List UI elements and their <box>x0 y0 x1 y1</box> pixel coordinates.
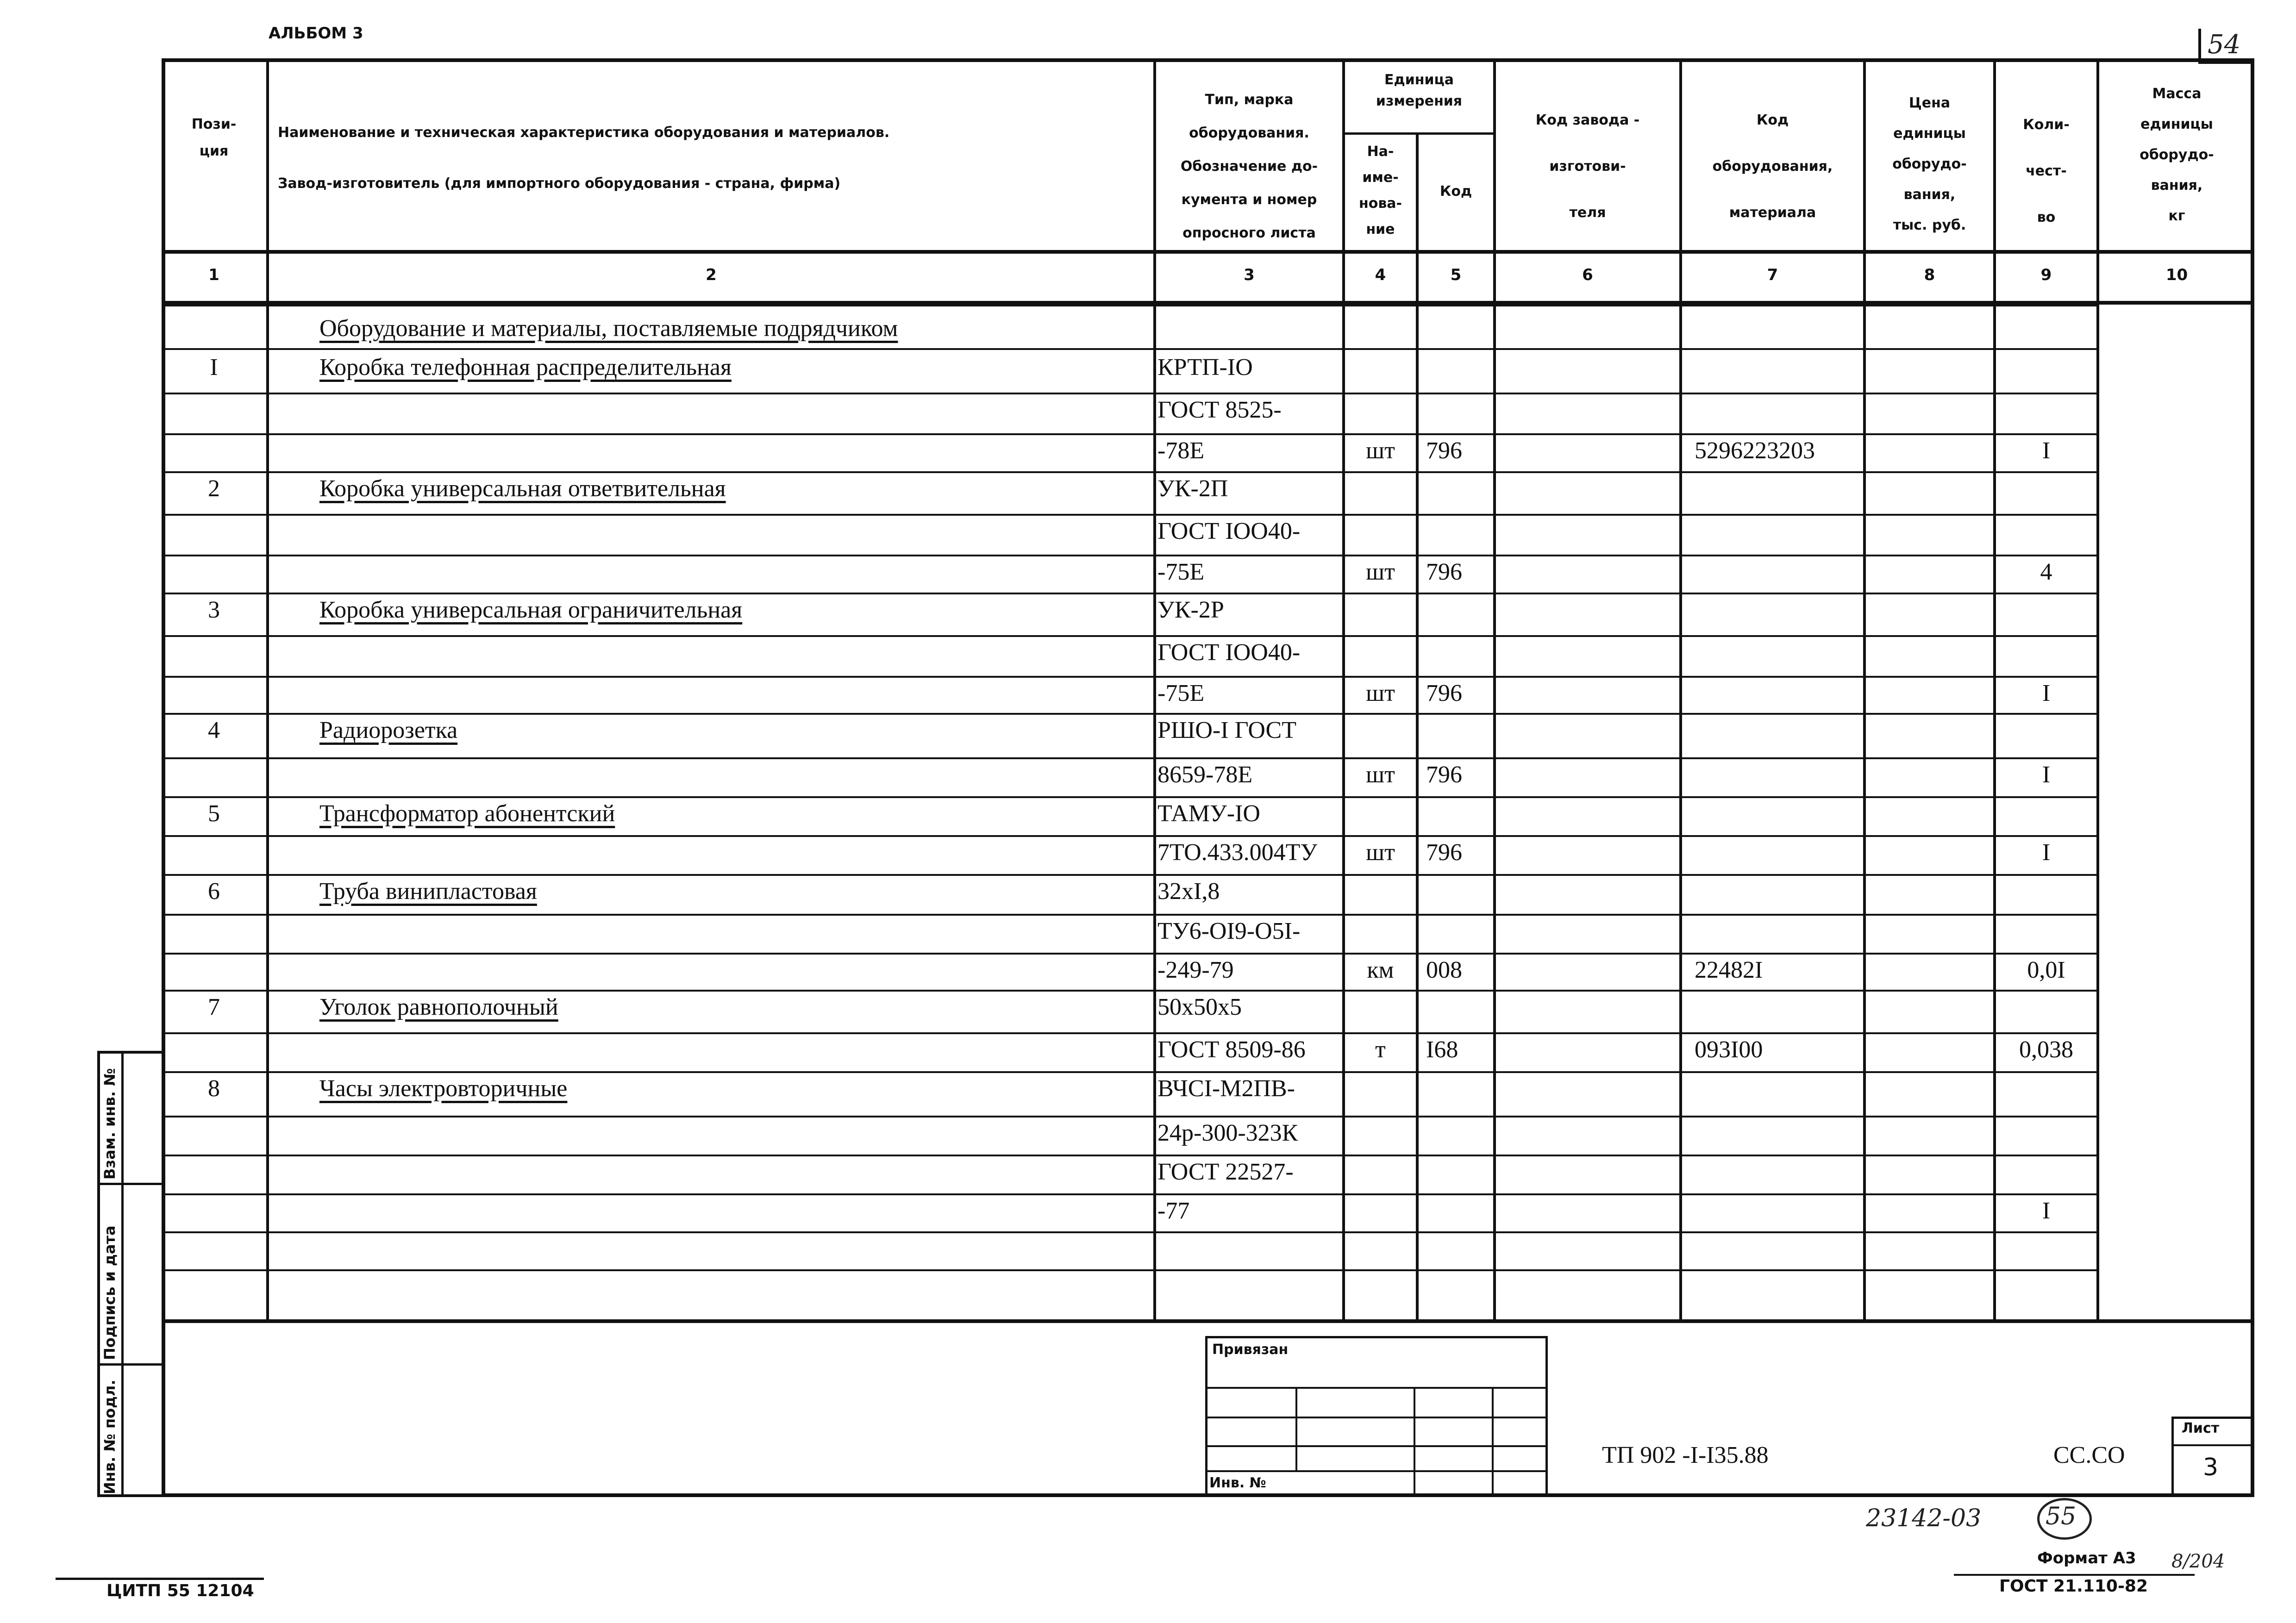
handwritten-number: 23142-03 <box>1866 1504 1982 1532</box>
row-17-unit: т <box>1375 1036 1386 1063</box>
row-2-equip: 5296223203 <box>1695 437 1815 464</box>
row-8-qty: I <box>2042 680 2051 706</box>
row-13-name: Труба винипластовая <box>319 878 537 905</box>
row-5-qty: 4 <box>2040 559 2052 585</box>
row-divider <box>162 433 2097 435</box>
document-designation: ТП 902 -I-I35.88 <box>1602 1442 1769 1468</box>
row-9-type: РШО-I ГОСТ <box>1157 717 1296 743</box>
row-2-type: -78Е <box>1157 437 1205 464</box>
row-6-pos: 3 <box>208 597 220 623</box>
row-5-code: 796 <box>1426 559 1462 585</box>
row-15-unit: км <box>1367 957 1394 983</box>
row-7-type: ГОСТ IOO40- <box>1157 639 1301 666</box>
header-bottom-line <box>162 250 2254 254</box>
section-title: Оборудование и материалы, поставляемые подрядчиком <box>319 315 898 342</box>
row-2-qty: I <box>2042 437 2051 464</box>
row-divider <box>162 914 2097 916</box>
row-15-type: -249-79 <box>1157 957 1234 983</box>
row-14-type: ТУ6-OI9-O5I- <box>1157 918 1301 944</box>
side-label-replacement: Взам. инв. № <box>101 1068 119 1180</box>
row-20-type: ГОСТ 22527- <box>1157 1159 1294 1185</box>
row-6-name: Коробка универсальная ограничительная <box>319 597 743 623</box>
row-divider <box>162 1116 2097 1117</box>
unit-group-line <box>1345 132 1493 135</box>
document-code: СС.СО <box>2053 1442 2125 1468</box>
inventory-number-label: Инв. № <box>1209 1475 1266 1491</box>
row-21-qty: I <box>2042 1198 2051 1224</box>
row-10-code: 796 <box>1426 762 1462 788</box>
row-2-code: 796 <box>1426 437 1462 464</box>
row-10-type: 8659-78Е <box>1157 762 1253 788</box>
row-divider <box>162 593 2097 594</box>
organization-label: ЦИТП 55 12104 <box>106 1581 254 1600</box>
row-8-code: 796 <box>1426 680 1462 706</box>
privyazan-label: Привязан <box>1212 1342 1289 1358</box>
row-6-type: УК-2Р <box>1157 597 1224 623</box>
header-type: Тип, марка оборудования. Обозначение до- кумента и номер опросного листа <box>1180 92 1318 241</box>
row-5-unit: шт <box>1366 559 1395 585</box>
row-divider <box>162 1269 2097 1271</box>
row-11-type: ТАМУ-IO <box>1157 800 1260 827</box>
col-number-6: 6 <box>1582 266 1593 284</box>
row-16-pos: 7 <box>208 994 220 1020</box>
col-number-1: 1 <box>208 266 219 284</box>
row-10-unit: шт <box>1366 762 1395 788</box>
row-9-pos: 4 <box>208 717 220 743</box>
row-divider <box>162 1155 2097 1156</box>
row-18-type: ВЧСI-М2ПВ- <box>1157 1075 1295 1102</box>
row-divider <box>162 874 2097 876</box>
corner-sheet-number-text: 54 <box>2208 30 2241 60</box>
row-17-type: ГОСТ 8509-86 <box>1157 1036 1306 1063</box>
row-divider <box>162 1071 2097 1073</box>
row-divider <box>162 953 2097 955</box>
row-13-pos: 6 <box>208 878 220 905</box>
col-number-5: 5 <box>1450 266 1462 284</box>
row-16-name: Уголок равнополочный <box>319 994 558 1020</box>
circled-number: 55 <box>2046 1503 2077 1530</box>
col-number-3: 3 <box>1244 266 1255 284</box>
row-1-type: ГОСТ 8525- <box>1157 397 1282 423</box>
row-divider <box>162 835 2097 837</box>
row-11-name: Трансформатор абонентский <box>319 800 615 827</box>
sheet-label: Лист <box>2182 1420 2220 1436</box>
row-divider <box>162 796 2097 798</box>
row-divider <box>162 1193 2097 1195</box>
row-18-name: Часы электровторичные <box>319 1075 568 1102</box>
row-divider <box>162 1231 2097 1233</box>
row-12-unit: шт <box>1366 839 1395 866</box>
table-bottom-line <box>162 1319 2254 1323</box>
header-unit-code: Код <box>1439 183 1472 200</box>
col-number-4: 4 <box>1375 266 1386 284</box>
col-number-9: 9 <box>2040 266 2052 284</box>
row-10-qty: I <box>2042 762 2051 788</box>
side-label-signature: Подпись и дата <box>101 1225 119 1360</box>
sheet-number: 3 <box>2203 1454 2219 1481</box>
row-divider <box>162 1032 2097 1034</box>
header-unit-group-text: Единица измерения <box>1376 72 1463 109</box>
row-divider <box>162 990 2097 992</box>
row-divider <box>162 757 2097 759</box>
row-5-type: -75Е <box>1157 559 1205 585</box>
row-8-unit: шт <box>1366 680 1395 706</box>
row-12-code: 796 <box>1426 839 1462 866</box>
row-4-type: ГОСТ IOO40- <box>1157 518 1301 544</box>
row-divider <box>162 676 2097 678</box>
row-divider <box>162 555 2097 556</box>
row-15-equip: 22482I <box>1695 957 1763 983</box>
header-quantity: Коли- чест- во <box>2023 117 2070 225</box>
col-number-7: 7 <box>1767 266 1778 284</box>
col-number-8: 8 <box>1924 266 1935 284</box>
header-maker-code: Код завода - изготови- теля <box>1535 112 1640 221</box>
row-3-name: Коробка универсальная ответвительная <box>319 475 726 502</box>
row-11-pos: 5 <box>208 800 220 827</box>
header-position: Пози- ция <box>191 116 237 159</box>
header-unit-name: На- име- нова- ние <box>1358 144 1402 237</box>
album-caption: АЛЬБОМ 3 <box>269 24 363 43</box>
header-name: Наименование и техническая характеристика оборудования и материалов. Завод-изготовитель (для импортного оборудования - страна, фирма) <box>278 125 890 192</box>
initials-note: 8/204 <box>2171 1551 2225 1572</box>
row-18-pos: 8 <box>208 1075 220 1102</box>
row-3-type: УК-2П <box>1157 475 1228 502</box>
col-number-10: 10 <box>2165 266 2188 284</box>
row-15-code: 008 <box>1426 957 1462 983</box>
row-9-name: Радиорозетка <box>319 717 458 743</box>
row-8-type: -75Е <box>1157 680 1205 706</box>
gost-label: ГОСТ 21.110-82 <box>1999 1577 2148 1596</box>
header-price: Цена единицы оборудо- вания, тыс. руб. <box>1892 95 1967 233</box>
side-label-original-inventory: Инв. № подл. <box>101 1380 119 1494</box>
format-label: Формат А3 <box>2037 1549 2136 1567</box>
row-15-qty: 0,0I <box>2027 957 2065 983</box>
row-12-qty: I <box>2042 839 2051 866</box>
row-16-type: 50х50х5 <box>1157 994 1242 1020</box>
column-number-line <box>162 301 2254 305</box>
row-2-unit: шт <box>1366 437 1395 464</box>
row-19-type: 24р-300-323К <box>1157 1120 1298 1146</box>
row-17-qty: 0,038 <box>2019 1036 2073 1063</box>
row-divider <box>162 713 2097 715</box>
row-21-type: -77 <box>1157 1198 1190 1224</box>
row-13-type: 32хI,8 <box>1157 878 1220 905</box>
row-divider <box>162 393 2097 394</box>
row-divider <box>162 635 2097 637</box>
row-divider <box>162 471 2097 473</box>
row-divider <box>162 514 2097 516</box>
header-equipment-code: Код оборудования, материала <box>1712 112 1833 221</box>
row-17-equip: 093I00 <box>1695 1036 1763 1063</box>
row-0-pos: I <box>210 354 218 381</box>
row-0-name: Коробка телефонная распределительная <box>319 354 732 381</box>
row-12-type: 7ТО.433.004ТУ <box>1157 839 1318 866</box>
row-3-pos: 2 <box>208 475 220 502</box>
header-mass: Масса единицы оборудо- вания, кг <box>2140 86 2214 224</box>
row-0-type: КРТП-IO <box>1157 354 1253 381</box>
row-17-code: I68 <box>1426 1036 1458 1063</box>
col-number-2: 2 <box>706 266 717 284</box>
